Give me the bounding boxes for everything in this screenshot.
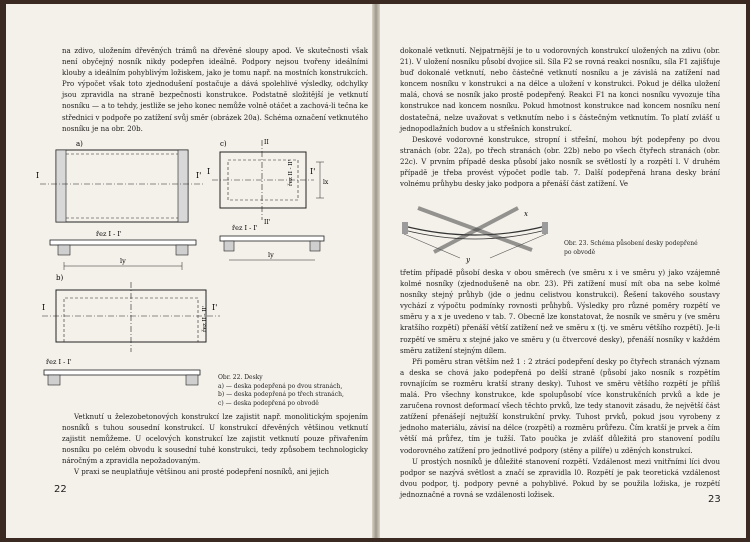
right-bottom-paragraph-3: U prostých nosníků je důležité stanovení rozpětí. Vzdálenost mezi vnitřními líci dvou podpor se nazývá světlost a značí se zpravidla l0. Rozpětí je pak teoretická vzdálenost dvou podpor, tj. podpory pevné a pohyblivé. Pokud by se použila ložiska, je rozpětí jednoznačné a rovná se vzdálenosti ložisek. [400, 457, 720, 499]
fig-label-a: a) [76, 140, 83, 148]
mark-II-c: II [264, 139, 269, 146]
fig23-axis-y: y [466, 256, 470, 264]
page-number-right: 23 [708, 494, 721, 505]
figure-23-caption [564, 240, 698, 257]
right-top-text [400, 46, 720, 208]
figure-23-plate-scheme [400, 204, 550, 264]
fig-label-b: b) [56, 274, 64, 282]
left-top-text [62, 46, 368, 131]
mark-I-b: I [42, 303, 46, 312]
book-spread [6, 4, 746, 538]
left-page [6, 4, 374, 538]
section-label-b: řez I - I' [46, 358, 72, 366]
left-bottom-paragraph-1: Vetknutí u železobetonových konstrukcí lze zajistit např. monolitickým spojením nosníků s tuhou sousední konstrukcí. U konstrukcí dřevěných většinou vetknutí zajistit nemůžeme. U ocelových konstrukcí lze zajistit vetknutí pouze přivařením nosníku po celém obvodu k sousední tuhé konstrukci, tedy způsobem technologicky náročným a zpravidla nepožadovaným. [62, 413, 368, 466]
dim-ly-a: ly [120, 257, 126, 265]
caption-item-c: c) — deska podepřená po obvodě [218, 399, 319, 407]
left-bottom-text [62, 412, 368, 482]
left-bottom-paragraph-2: V praxi se neuplatňuje většinou ani prosté podepření nosníků, ani jejich [74, 468, 330, 477]
fig23-caption-line1: Obr. 23. Schéma působení desky podepřené [564, 240, 698, 247]
right-bottom-paragraph-1: třetím případě působí deska v obou směrech (ve směru x i ve směru y) jako vzájemně kolmé nosníky (zjednodušeně na obr. 23). Při zatížení musí mít oba na sebe kolmé nosníky stejný průhyb (jde o jednu celistvou konstrukci). Řešení takového soustavy vychází z výpočtu podmínky rovnosti průhybů. Výsledky pro různé poměry rozpětí ve směru y a x je uvedeno v tab. 7. Obecně lze konstatovat, že nosník ve směru y (ve směru kratšího rozpětí) přenáší větší zatížení než ve směru x (tj. ve směru většího rozpětí). Je-li rozpětí ve směru x stejné jako ve směru y (u čtvercové desky), přenáší nosníky v každém směru zatížení stejným dílem. [400, 269, 720, 355]
section-label-a: řez I - I' [96, 230, 122, 238]
axis-label-b: řez II - II' [202, 305, 208, 332]
mark-I2-b: I' [212, 303, 218, 312]
mark-I2-c: I' [310, 167, 316, 176]
figure-22-plates [36, 132, 370, 397]
fig-label-c: c) [220, 140, 227, 148]
right-top-paragraph-2: Deskové vodorovné konstrukce, stropní i střešní, mohou být podepřeny po dvou stranách (obr. 22a), po třech stranách (obr. 22b) nebo po všech čtyřech stranách (obr. 22c). V prvním případě deska působí jako nosník se světlostí ly a rozpětí l. V druhém případě je třeba provést výpočet podle tab. 7. Další podepřená hrana desky brání volnému průhybu desky jako podpora a přenáší část zatížení. Ve [400, 135, 720, 189]
fig23-axis-x: x [524, 210, 528, 218]
mark-I-c: I [207, 167, 211, 176]
caption-item-b: b) — deska podepřená po třech stranách, [218, 391, 344, 399]
fig23-caption-line2: po obvodě [564, 248, 596, 256]
right-page [378, 4, 746, 538]
dim-ly-c: ly [268, 251, 274, 259]
caption-item-a: a) — deska podepřená po dvou stranách, [218, 382, 343, 390]
dim-lx-c: lx [323, 179, 329, 186]
left-top-paragraph: na zdivo, uložením dřevěných trámů na dřevěné sloupy apod. Ve skutečnosti však není obyčejný nosník nikdy podepřen ideálně. Podpory nejsou tvořeny ideálními klouby a ideálním pohyblivým ložiskem, jako je tomu např. na mostních konstrukcích. Pro výpočet však toto zjednodušení postačuje a dává spolehlivé výsledky, odchylky jsou zpravidla na straně bezpečnosti konstrukce. Podstatně složitější je vetknutí nosníku — a to tehdy, jestliže se jeho konec nemůže volně otáčet a zachová-li tečna ke střednici v podpoře po zatížení svůj směr (obrázek 20a). Schéma označení vetknutého nosníku je na obr. 20b. [62, 47, 368, 133]
mark-I2-a: I' [196, 171, 202, 180]
caption-title: Obr. 22. Desky [218, 374, 263, 381]
right-bottom-paragraph-2: Při poměru stran větším než 1 : 2 ztrácí podepření desky po čtyřech stranách význam a deska se chová jako podepřená po delší straně (působí jako nosník s rozpětím rovnajícím se rozměru kratší strany desky). Tuhost ve směru většího rozpětí je příliš malá. Pro všechny konstrukce, kde spolupůsobí více konstrukčních prvků a kde je zaručena rovnost deformací všech těchto prvků, lze tedy stanovit zásadu, že největší část zatížení přenášejí nejtužší konstrukční prvky. Tuhost prvků, pokud jsou vyrobeny z jednoho materiálu, závisí na délce (rozpětí) a rozměru průřezu. Čím kratší je prvek a čím větší má průřez, tím je tužší. Tato poučka je zvlášť důležitá pro stanovení podílu vodorovného zatížení pro jednotlivé podpory (stěny a pilíře) u zděných konstrukcí. [400, 357, 720, 455]
right-bottom-text [400, 268, 720, 499]
axis-label-c: řez II - II' [288, 159, 294, 186]
section-label-c: řez I - I' [232, 224, 258, 232]
page-number-left: 22 [54, 484, 67, 495]
mark-II2-c: II' [264, 219, 271, 226]
right-top-paragraph-1: dokonalé vetknutí. Nejpatrnější je to u vodorovných konstrukcí uložených na zdivu (obr. 21). V uložení nosníku působí dvojice sil. Síla F2 se rovná reakci nosníku, síla F1 zajišťuje buď dokonalé vetknutí, nebo částečné vetknutí nosníku a je závislá na zatížení nad koncem nosníku v konstrukci a na délce a uložení v konstrukci. Pokud je délka uložení malá, chová se nosník jako prostě podepřený. Reakci F1 na konci nosníku vyvozuje tíha konstrukce nad koncem nosníku. Pokud hmotnost konstrukce nad koncem nosníku není dostatečná, nelze uvažovat s vetknutím nebo i s částečným vetknutím. To platí zvlášť u jednopodlažních budov a u střešních konstrukcí. [400, 47, 720, 133]
mark-I-a: I [36, 171, 40, 180]
figure-22-caption [218, 374, 344, 408]
